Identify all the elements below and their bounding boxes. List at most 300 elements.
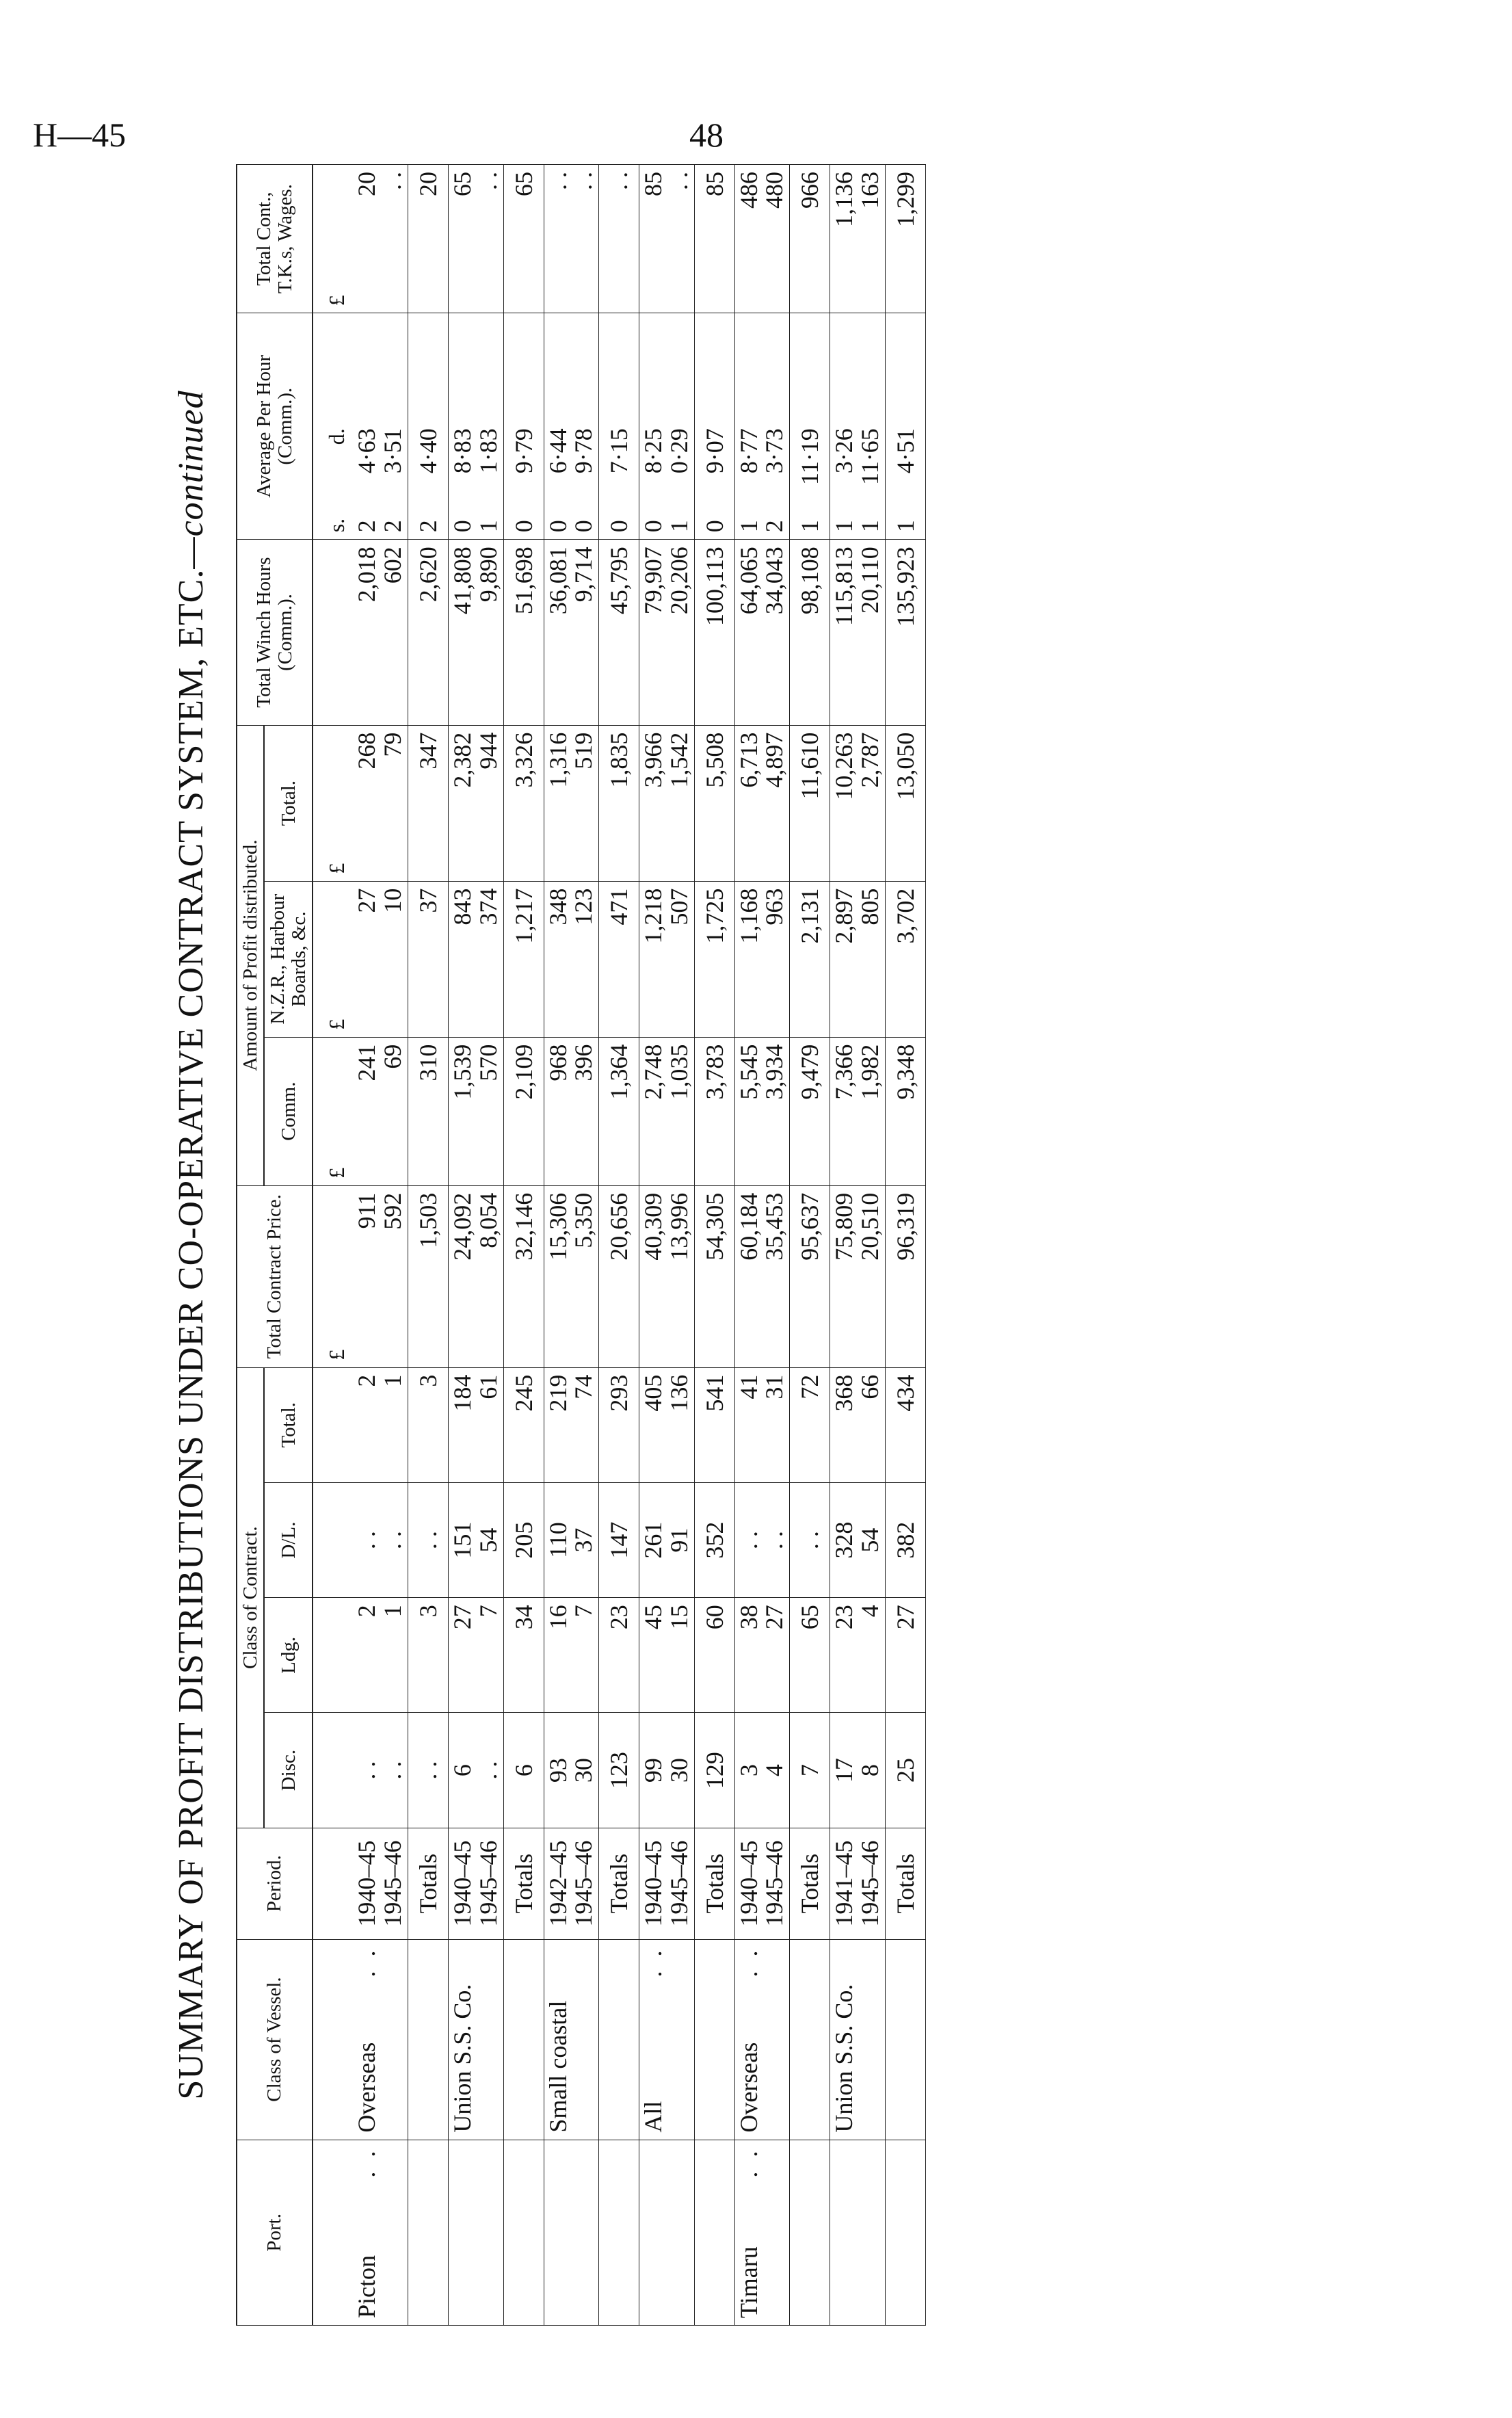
page-reference: H—45 bbox=[33, 116, 127, 154]
total-cell-line: 66 bbox=[856, 1374, 884, 1399]
ldg-cell bbox=[544, 1598, 599, 1713]
title-continued: —continued bbox=[172, 390, 211, 569]
vessel-cell bbox=[639, 1939, 695, 2140]
winch-cell-line: 64,065 bbox=[734, 547, 762, 615]
ldg-cell-line: 27 bbox=[448, 1605, 476, 1630]
price-cell bbox=[353, 1185, 408, 1367]
ptotal-cell-line: 1,316 bbox=[544, 732, 572, 788]
ldg-cell-line: 45 bbox=[639, 1605, 667, 1630]
totals-row bbox=[599, 165, 639, 2326]
dl-cell-line: 328 bbox=[830, 1521, 858, 1559]
unit-cell bbox=[313, 1598, 353, 1713]
vessel-cell bbox=[885, 1939, 925, 2140]
disc-cell: 123 bbox=[599, 1713, 639, 1828]
port-cell bbox=[599, 2140, 639, 2325]
total-cell bbox=[639, 1367, 695, 1482]
winch-cell bbox=[830, 540, 886, 725]
dl-cell-line: . . bbox=[379, 1531, 407, 1550]
total-cell bbox=[734, 1367, 790, 1482]
total-cell-line: 61 bbox=[474, 1374, 502, 1399]
disc-cell-line: 17 bbox=[830, 1758, 858, 1783]
price-cell-line: 75,809 bbox=[830, 1192, 858, 1261]
table-title bbox=[171, 164, 226, 2326]
vessel-cell-leader-dots: . . bbox=[734, 1946, 762, 1977]
ldg-cell bbox=[353, 1598, 408, 1713]
period-cell bbox=[544, 1828, 599, 1939]
average-line bbox=[832, 320, 858, 532]
port-cell-text: Picton bbox=[353, 2255, 381, 2318]
disc-cell-line: 6 bbox=[448, 1764, 476, 1777]
total-cell-line: 184 bbox=[448, 1374, 476, 1412]
dl-cell: . . bbox=[790, 1482, 830, 1597]
unit-average bbox=[313, 313, 353, 540]
vessel-cell bbox=[830, 1939, 886, 2140]
header-disc: Disc. bbox=[264, 1713, 313, 1828]
cont-cell-line: . . bbox=[379, 172, 407, 190]
average-shillings: 0 bbox=[544, 520, 572, 533]
vessel-cell bbox=[544, 1939, 599, 2140]
port-cell bbox=[830, 2140, 886, 2325]
table-row bbox=[353, 165, 408, 2326]
header-winch-hours: Total Winch Hours (Comm.). bbox=[237, 540, 313, 725]
table-row bbox=[448, 165, 503, 2326]
period-cell-line: 1940–45 bbox=[734, 1840, 762, 1927]
total-cell-line: 405 bbox=[639, 1374, 667, 1412]
winch-cell bbox=[353, 540, 408, 725]
ptotal-cell-line: 2,382 bbox=[448, 732, 476, 788]
vessel-cell bbox=[503, 1939, 544, 2140]
average-pence: 1·83 bbox=[474, 428, 502, 474]
period-cell bbox=[639, 1828, 695, 1939]
ptotal-cell bbox=[734, 725, 790, 881]
vessel-cell-text: All bbox=[639, 2101, 667, 2133]
port-cell bbox=[885, 2140, 925, 2325]
price-cell-line: 13,996 bbox=[665, 1192, 693, 1261]
nzr-cell-line: 27 bbox=[353, 888, 381, 913]
vessel-cell-text: Overseas bbox=[734, 2042, 762, 2133]
average-shillings: 2 bbox=[353, 520, 381, 533]
period-cell-line: 1945–46 bbox=[379, 1840, 407, 1927]
winch-cell-line: 20,206 bbox=[665, 547, 693, 615]
comm-cell bbox=[448, 1037, 503, 1185]
comm-cell-line: 968 bbox=[544, 1044, 572, 1081]
unit-row bbox=[313, 165, 353, 2326]
period-cell bbox=[353, 1828, 408, 1939]
ldg-cell-line: 7 bbox=[474, 1605, 502, 1618]
ldg-cell: 65 bbox=[790, 1598, 830, 1713]
comm-cell: 310 bbox=[408, 1037, 448, 1185]
average-per-hour-cell bbox=[503, 313, 544, 540]
disc-cell bbox=[639, 1713, 695, 1828]
price-cell-line: 8,054 bbox=[474, 1192, 502, 1248]
winch-cell-line: 2,018 bbox=[353, 547, 381, 603]
dl-cell: . . bbox=[408, 1482, 448, 1597]
cont-cell-line: 163 bbox=[856, 172, 884, 209]
ldg-cell bbox=[639, 1598, 695, 1713]
disc-cell: 25 bbox=[885, 1713, 925, 1828]
port-cell bbox=[448, 2140, 503, 2325]
average-shillings: 2 bbox=[414, 520, 442, 533]
cont-cell bbox=[353, 165, 408, 313]
cont-cell-line: . . bbox=[665, 172, 693, 190]
ldg-cell-line: 23 bbox=[830, 1605, 858, 1630]
price-cell: 20,656 bbox=[599, 1185, 639, 1367]
cont-cell bbox=[830, 165, 886, 313]
ldg-cell-line: 2 bbox=[353, 1605, 381, 1618]
vessel-cell bbox=[790, 1939, 830, 2140]
disc-cell-line: . . bbox=[379, 1761, 407, 1780]
header-contract-total: Total. bbox=[264, 1367, 313, 1482]
dl-cell-line: . . bbox=[734, 1531, 762, 1550]
total-cell-line: 31 bbox=[760, 1374, 788, 1399]
ptotal-cell-line: 4,897 bbox=[760, 732, 788, 788]
average-line bbox=[571, 320, 597, 532]
vessel-cell bbox=[734, 1939, 790, 2140]
comm-cell: 9,348 bbox=[885, 1037, 925, 1185]
port-cell bbox=[408, 2140, 448, 2325]
price-cell-line: 24,092 bbox=[448, 1192, 476, 1261]
nzr-cell-line: 2,897 bbox=[830, 888, 858, 944]
header-amount-of-profit: Amount of Profit distributed. bbox=[237, 725, 264, 1185]
average-pence: 6·44 bbox=[544, 428, 572, 474]
vessel-cell bbox=[694, 1939, 734, 2140]
totals-label: Totals bbox=[790, 1828, 830, 1939]
header-period: Period. bbox=[237, 1828, 313, 1939]
period-cell-line: 1945–46 bbox=[760, 1840, 788, 1927]
nzr-cell: 1,217 bbox=[503, 881, 544, 1037]
ptotal-cell-line: 2,787 bbox=[856, 732, 884, 788]
price-cell: 32,146 bbox=[503, 1185, 544, 1367]
average-shillings: 1 bbox=[830, 520, 858, 533]
winch-cell: 51,698 bbox=[503, 540, 544, 725]
ptotal-cell-line: 10,263 bbox=[830, 732, 858, 800]
average-shillings: 0 bbox=[570, 520, 598, 533]
totals-row bbox=[790, 165, 830, 2326]
ptotal-cell-line: 519 bbox=[570, 732, 598, 770]
totals-label: Totals bbox=[408, 1828, 448, 1939]
average-shillings: 2 bbox=[760, 520, 788, 533]
comm-cell bbox=[353, 1037, 408, 1185]
total-cell: 3 bbox=[408, 1367, 448, 1482]
nzr-cell bbox=[830, 881, 886, 1037]
vessel-cell-leader-dots: . . bbox=[639, 1946, 667, 1977]
winch-cell bbox=[448, 540, 503, 725]
vessel-cell-text: Union S.S. Co. bbox=[830, 1984, 858, 2133]
comm-cell: 3,783 bbox=[694, 1037, 734, 1185]
nzr-cell-line: 1,218 bbox=[639, 888, 667, 944]
nzr-cell-line: 963 bbox=[760, 888, 788, 925]
ldg-cell-line: 4 bbox=[856, 1605, 884, 1618]
comm-cell-line: 7,366 bbox=[830, 1044, 858, 1100]
period-cell-line: 1945–46 bbox=[570, 1840, 598, 1927]
ldg-cell: 23 bbox=[599, 1598, 639, 1713]
total-cell bbox=[353, 1367, 408, 1482]
cont-cell: 85 bbox=[694, 165, 734, 313]
price-cell: 1,503 bbox=[408, 1185, 448, 1367]
port-cell bbox=[503, 2140, 544, 2325]
dl-cell: 352 bbox=[694, 1482, 734, 1597]
table-row bbox=[544, 165, 599, 2326]
disc-cell-line: 30 bbox=[665, 1758, 693, 1783]
totals-label: Totals bbox=[694, 1828, 734, 1939]
totals-row bbox=[694, 165, 734, 2326]
total-cell bbox=[544, 1367, 599, 1482]
average-per-hour-cell bbox=[734, 313, 790, 540]
cont-cell: 966 bbox=[790, 165, 830, 313]
winch-cell-line: 36,081 bbox=[544, 547, 572, 615]
period-cell-line: 1940–45 bbox=[448, 1840, 476, 1927]
comm-cell-line: 1,982 bbox=[856, 1044, 884, 1100]
nzr-cell-line: 374 bbox=[474, 888, 502, 925]
nzr-cell-line: 843 bbox=[448, 888, 476, 925]
disc-cell-line: 3 bbox=[734, 1764, 762, 1777]
comm-cell: 9,479 bbox=[790, 1037, 830, 1185]
total-cell: 434 bbox=[885, 1367, 925, 1482]
table-body bbox=[313, 165, 925, 2326]
price-cell bbox=[734, 1185, 790, 1367]
average-pence: 7·15 bbox=[605, 428, 633, 474]
header-class-of-contract: Class of Contract. bbox=[237, 1367, 264, 1828]
ldg-cell bbox=[830, 1598, 886, 1713]
totals-row bbox=[885, 165, 925, 2326]
price-cell-line: 5,350 bbox=[570, 1192, 598, 1248]
price-cell-line: 60,184 bbox=[734, 1192, 762, 1261]
ptotal-cell: 5,508 bbox=[694, 725, 734, 881]
winch-cell bbox=[734, 540, 790, 725]
winch-cell-line: 41,808 bbox=[448, 547, 476, 615]
nzr-cell-line: 1,168 bbox=[734, 888, 762, 944]
winch-cell-line: 115,813 bbox=[830, 547, 858, 626]
port-cell bbox=[544, 2140, 599, 2325]
header-profit-total: Total. bbox=[264, 725, 313, 881]
total-cell bbox=[448, 1367, 503, 1482]
port-cell bbox=[639, 2140, 695, 2325]
dl-cell bbox=[639, 1482, 695, 1597]
nzr-cell: 2,131 bbox=[790, 881, 830, 1037]
nzr-cell-line: 348 bbox=[544, 888, 572, 925]
nzr-cell-line: 507 bbox=[665, 888, 693, 925]
unit-shillings: s. bbox=[324, 518, 349, 533]
cont-cell bbox=[448, 165, 503, 313]
ptotal-cell-line: 79 bbox=[379, 732, 407, 757]
total-cell: 72 bbox=[790, 1367, 830, 1482]
cont-cell-line: 480 bbox=[760, 172, 788, 209]
total-cell: 293 bbox=[599, 1367, 639, 1482]
disc-cell bbox=[830, 1713, 886, 1828]
dl-cell-line: 54 bbox=[474, 1527, 502, 1553]
average-pence: 9·78 bbox=[570, 428, 598, 474]
nzr-cell bbox=[734, 881, 790, 1037]
ptotal-cell bbox=[448, 725, 503, 881]
price-cell: 96,319 bbox=[885, 1185, 925, 1367]
disc-cell-line: . . bbox=[353, 1761, 381, 1780]
dl-cell-line: 151 bbox=[448, 1521, 476, 1559]
average-line bbox=[700, 320, 729, 532]
table-row bbox=[830, 165, 886, 2326]
title-text: SUMMARY OF PROFIT DISTRIBUTIONS UNDER CO-OPERATIVE CONTRACT SYSTEM, ETC. bbox=[172, 568, 211, 2100]
average-per-hour-cell bbox=[353, 313, 408, 540]
price-cell bbox=[830, 1185, 886, 1367]
nzr-cell-line: 805 bbox=[856, 888, 884, 925]
average-line bbox=[450, 320, 476, 532]
dl-cell-line: . . bbox=[760, 1531, 788, 1550]
total-cell: 541 bbox=[694, 1367, 734, 1482]
cont-cell bbox=[734, 165, 790, 313]
header-dl: D/L. bbox=[264, 1482, 313, 1597]
comm-cell-line: 1,035 bbox=[665, 1044, 693, 1100]
dl-cell-line: 37 bbox=[570, 1527, 598, 1553]
unit-cell bbox=[313, 2140, 353, 2325]
dl-cell-line: 110 bbox=[544, 1522, 572, 1558]
average-line bbox=[795, 320, 824, 532]
total-cell-line: 2 bbox=[353, 1374, 381, 1387]
winch-cell-line: 9,714 bbox=[570, 547, 598, 603]
disc-cell-line: 4 bbox=[760, 1764, 788, 1777]
average-line bbox=[509, 320, 538, 532]
ptotal-cell: 1,835 bbox=[599, 725, 639, 881]
average-pence: 4·63 bbox=[353, 428, 381, 474]
winch-cell-line: 79,907 bbox=[639, 547, 667, 615]
disc-cell bbox=[353, 1713, 408, 1828]
dl-cell bbox=[448, 1482, 503, 1597]
disc-cell: 6 bbox=[503, 1713, 544, 1828]
header-nzr: N.Z.R., Harbour Boards, &c. bbox=[264, 881, 313, 1037]
unit-cell bbox=[313, 1939, 353, 2140]
unit-cell bbox=[313, 1713, 353, 1828]
period-cell bbox=[734, 1828, 790, 1939]
average-pence: 4·40 bbox=[414, 428, 442, 474]
total-cell-line: 1 bbox=[379, 1374, 407, 1387]
vessel-cell-text: Small coastal bbox=[544, 2000, 572, 2133]
ptotal-cell-line: 3,966 bbox=[639, 732, 667, 788]
cont-cell-line: 20 bbox=[353, 172, 381, 196]
nzr-cell bbox=[448, 881, 503, 1037]
disc-cell: 7 bbox=[790, 1713, 830, 1828]
comm-cell bbox=[734, 1037, 790, 1185]
nzr-cell bbox=[639, 881, 695, 1037]
comm-cell bbox=[639, 1037, 695, 1185]
average-pence: 9·79 bbox=[509, 428, 538, 474]
cont-cell-line: 1,136 bbox=[830, 172, 858, 227]
average-per-hour-cell bbox=[885, 313, 925, 540]
cont-cell-line: . . bbox=[544, 172, 572, 190]
price-cell-line: 20,510 bbox=[856, 1192, 884, 1261]
header-port: Port. bbox=[237, 2140, 313, 2325]
unit-price: £ bbox=[313, 1185, 353, 1367]
unit-nzr: £ bbox=[313, 881, 353, 1037]
winch-cell: 2,620 bbox=[408, 540, 448, 725]
nzr-cell: 471 bbox=[599, 881, 639, 1037]
total-cell-line: 136 bbox=[665, 1374, 693, 1412]
table-row bbox=[734, 165, 790, 2326]
comm-cell-line: 5,545 bbox=[734, 1044, 762, 1100]
average-line bbox=[858, 320, 884, 532]
average-line bbox=[891, 320, 920, 532]
average-line bbox=[641, 320, 667, 532]
dl-cell bbox=[734, 1482, 790, 1597]
total-cell bbox=[830, 1367, 886, 1482]
dl-cell: 382 bbox=[885, 1482, 925, 1597]
ptotal-cell-line: 944 bbox=[474, 732, 502, 770]
period-cell-line: 1942–45 bbox=[544, 1840, 572, 1927]
unit-comm: £ bbox=[313, 1037, 353, 1185]
ptotal-cell bbox=[353, 725, 408, 881]
ptotal-cell bbox=[544, 725, 599, 881]
average-shillings: 0 bbox=[509, 520, 538, 533]
port-cell bbox=[734, 2140, 790, 2325]
dl-cell bbox=[830, 1482, 886, 1597]
price-cell-line: 40,309 bbox=[639, 1192, 667, 1261]
average-shillings: 1 bbox=[891, 520, 919, 533]
average-line bbox=[734, 320, 762, 533]
winch-cell bbox=[639, 540, 695, 725]
page-number: 48 bbox=[689, 116, 724, 154]
unit-cell bbox=[313, 1828, 353, 1939]
price-cell-line: 592 bbox=[379, 1192, 407, 1230]
ptotal-cell: 11,610 bbox=[790, 725, 830, 881]
disc-cell-line: 8 bbox=[856, 1764, 884, 1777]
average-shillings: 1 bbox=[856, 520, 884, 533]
nzr-cell: 1,725 bbox=[694, 881, 734, 1037]
comm-cell bbox=[544, 1037, 599, 1185]
winch-cell-line: 20,110 bbox=[856, 547, 884, 614]
average-shillings: 0 bbox=[605, 520, 633, 533]
nzr-cell bbox=[544, 881, 599, 1037]
price-cell bbox=[448, 1185, 503, 1367]
ldg-cell: 60 bbox=[694, 1598, 734, 1713]
cont-cell-line: 85 bbox=[639, 172, 667, 196]
dl-cell-line: . . bbox=[353, 1531, 381, 1550]
comm-cell: 2,109 bbox=[503, 1037, 544, 1185]
ptotal-cell: 13,050 bbox=[885, 725, 925, 881]
average-shillings: 0 bbox=[448, 520, 476, 533]
ptotal-cell: 3,326 bbox=[503, 725, 544, 881]
average-shillings: 0 bbox=[639, 520, 667, 533]
dl-cell-line: 54 bbox=[856, 1527, 884, 1553]
cont-cell: 65 bbox=[503, 165, 544, 313]
vessel-cell bbox=[448, 1939, 503, 2140]
unit-cont: £ bbox=[313, 165, 353, 313]
table-header bbox=[237, 165, 313, 2326]
cont-cell-line: 65 bbox=[448, 172, 476, 196]
price-cell: 95,637 bbox=[790, 1185, 830, 1367]
disc-cell bbox=[448, 1713, 503, 1828]
cont-cell: . . bbox=[599, 165, 639, 313]
disc-cell-line: 30 bbox=[570, 1758, 598, 1783]
disc-cell bbox=[544, 1713, 599, 1828]
cont-cell-line: . . bbox=[474, 172, 502, 190]
comm-cell-line: 1,539 bbox=[448, 1044, 476, 1100]
nzr-cell: 3,702 bbox=[885, 881, 925, 1037]
winch-cell: 135,923 bbox=[885, 540, 925, 725]
dl-cell: 205 bbox=[503, 1482, 544, 1597]
ldg-cell-line: 15 bbox=[665, 1605, 693, 1630]
ldg-cell-line: 7 bbox=[570, 1605, 598, 1618]
ldg-cell bbox=[448, 1598, 503, 1713]
average-line bbox=[605, 320, 633, 532]
period-cell-line: 1945–46 bbox=[665, 1840, 693, 1927]
vessel-cell bbox=[599, 1939, 639, 2140]
price-cell-line: 35,453 bbox=[760, 1192, 788, 1261]
average-pence: 0·29 bbox=[665, 428, 693, 474]
average-pence: 8·77 bbox=[734, 428, 762, 474]
disc-cell-line: 99 bbox=[639, 1758, 667, 1783]
comm-cell-line: 69 bbox=[379, 1044, 407, 1069]
comm-cell-line: 3,934 bbox=[760, 1044, 788, 1100]
ldg-cell: 27 bbox=[885, 1598, 925, 1713]
total-cell-line: 74 bbox=[570, 1374, 598, 1399]
table-row bbox=[639, 165, 695, 2326]
